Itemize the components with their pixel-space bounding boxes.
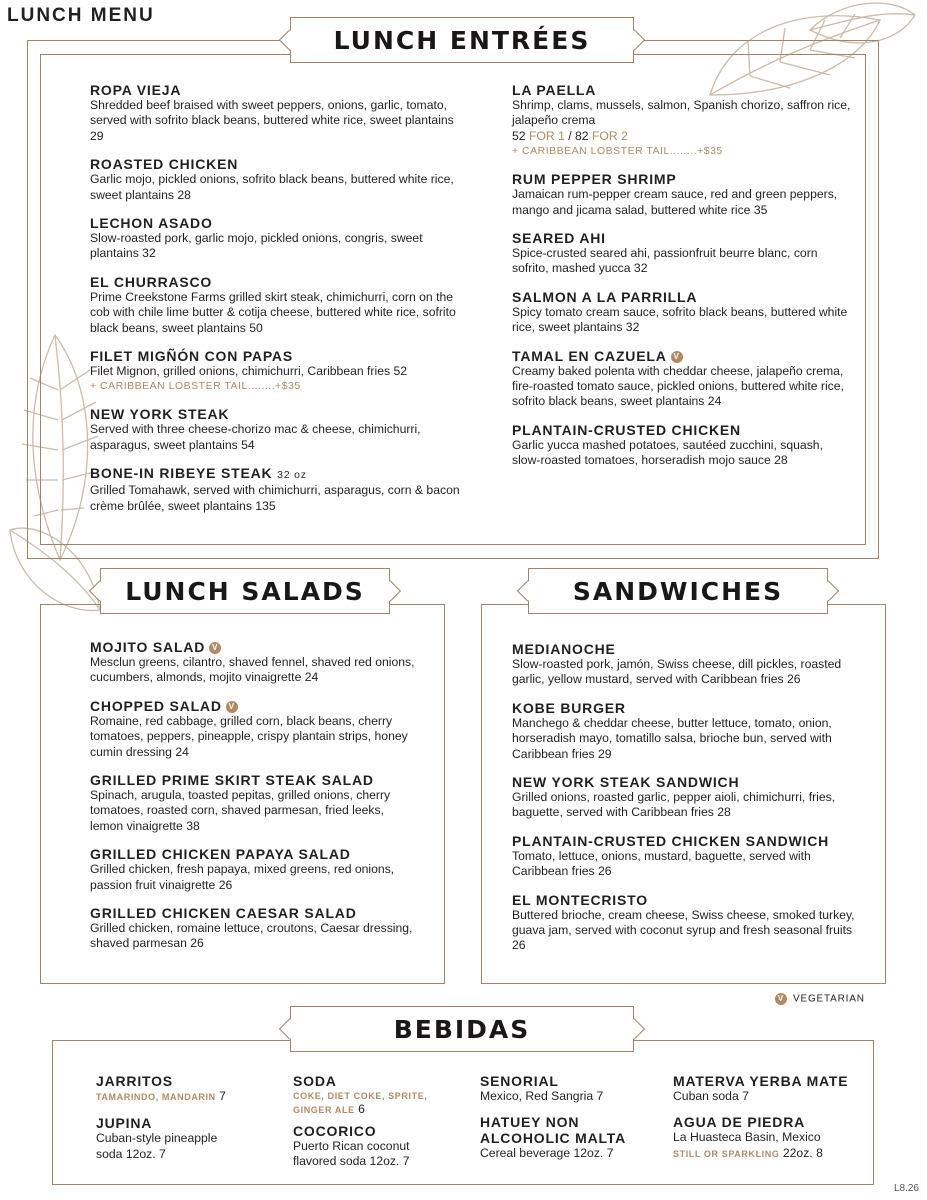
item-name: MATERVA YERBA MATE: [673, 1073, 849, 1089]
item-desc: Shredded beef braised with sweet peppers, onions, garlic, tomato, served with sofrito black beans, buttered white rice, sweet plantains 29: [90, 98, 454, 143]
item-opts-row: [293, 1089, 463, 1117]
price-label: FOR 1: [528, 128, 565, 143]
item-desc: Prime Creekstone Farms grilled skirt steak, chimichurri, corn on the cob with chile lime butter & cotija cheese, buttered white rice, sofrito black beans, sweet plantains 50: [90, 289, 456, 335]
price: 82: [575, 128, 589, 143]
item-desc: Cuban-style pineapple soda 12oz. 7: [96, 1131, 218, 1161]
drink-item: [673, 1114, 863, 1162]
menu-item: [512, 774, 862, 821]
vegetarian-legend: [775, 993, 865, 1005]
menu-item: [512, 641, 862, 688]
legend-label: VEGETARIAN: [793, 993, 865, 1005]
item-options: TAMARINDO, MANDARIN: [96, 1092, 216, 1102]
menu-item: [90, 639, 420, 686]
vegetarian-icon: V: [671, 351, 683, 363]
item-options: COKE, DIET COKE, SPRITE, GINGER ALE: [293, 1091, 428, 1115]
item-desc: Grilled chicken, romaine lettuce, croutons, Caesar dressing, shaved parmesan 26: [90, 921, 413, 951]
drink-item: [480, 1114, 655, 1161]
menu-item: [90, 905, 420, 952]
bebidas-title: BEBIDAS: [290, 1006, 634, 1052]
sandwiches-title: SANDWICHES: [528, 568, 828, 614]
page-title: LUNCH MENU: [7, 5, 155, 26]
item-name: COCORICO: [293, 1123, 377, 1139]
item-name: NEW YORK STEAK SANDWICH: [512, 774, 740, 791]
item-name: CHOPPED SALAD: [90, 697, 222, 714]
item-name: AGUA DE PIEDRA: [673, 1114, 806, 1131]
item-desc: Cereal beverage 12oz. 7: [480, 1146, 614, 1161]
item-name: KOBE BURGER: [512, 699, 626, 716]
drink-item: [96, 1073, 276, 1105]
item-desc: Grilled chicken, fresh papaya, mixed greens, red onions, passion fruit vinaigrette 26: [90, 862, 395, 892]
item-desc: Puerto Rican coconut flavored soda 12oz. 7: [293, 1139, 410, 1169]
price: 52: [512, 128, 526, 143]
item-desc: Slow-roasted pork, jamón, Swiss cheese, dill pickles, roasted garlic, yellow mustard, served with Caribbean fries 26: [512, 657, 842, 687]
item-name: TAMAL EN CAZUELA: [512, 347, 667, 364]
item-desc: Mexico, Red Sangria 7: [480, 1089, 604, 1103]
item-name: SALMON A LA PARRILLA: [512, 288, 698, 305]
item-desc: Garlic mojo, pickled onions, sofrito black beans, buttered white rice, sweet plantains 28: [90, 172, 454, 202]
item-name: EL CHURRASCO: [90, 273, 213, 290]
price-label: FOR 2: [591, 128, 628, 143]
item-name: NEW YORK STEAK: [90, 406, 230, 423]
item-name: ROPA VIEJA: [90, 82, 182, 98]
price: 6: [358, 1102, 365, 1116]
item-name: MEDIANOCHE: [512, 641, 616, 657]
item-name: FILET MIGÑÓN CON PAPAS: [90, 348, 293, 365]
item-desc: Tomato, lettuce, onions, mustard, baguette, served with Caribbean fries 26: [512, 848, 811, 879]
price-separator: /: [568, 128, 572, 143]
vegetarian-icon: V: [209, 642, 221, 654]
item-name: SODA: [293, 1073, 337, 1089]
item-desc: Grilled onions, roasted garlic, pepper aioli, chimichurri, fries, baguette, served with Caribbean fries 28: [512, 790, 836, 820]
item-name: SENORIAL: [480, 1073, 559, 1089]
menu-item: [90, 82, 460, 144]
item-name: JARRITOS: [96, 1073, 173, 1089]
drink-item: [293, 1123, 463, 1170]
item-name: HATUEY NON ALCOHOLIC MALTA: [480, 1114, 627, 1147]
vegetarian-icon: V: [775, 993, 787, 1005]
item-desc: Manchego & cheddar cheese, butter lettuce, tomato, onion, horseradish mayo, tomatillo salsa, brioche bun, served with Caribbean fries 29: [512, 715, 832, 761]
item-desc: Jamaican rum-pepper cream sauce, red and green peppers, mango and jicama salad, buttered white rice 35: [512, 187, 838, 217]
menu-item: [90, 274, 460, 336]
item-desc: Buttered brioche, cream cheese, Swiss cheese, smoked turkey, guava jam, served with coconut syrup and fresh seasonal fruits 26: [512, 907, 855, 953]
menu-item: [512, 833, 862, 880]
item-size: 32 oz: [277, 469, 307, 482]
item-name: PLANTAIN-CRUSTED CHICKEN: [512, 421, 741, 438]
item-price-row: [512, 129, 852, 144]
menu-item: [90, 772, 420, 834]
menu-item: [512, 348, 852, 410]
entrees-title: LUNCH ENTRÉES: [290, 17, 634, 63]
item-desc: Spinach, arugula, toasted pepitas, grilled onions, cherry tomatoes, roasted corn, shaved parmesan, fried leeks, lemon vinaigrette 38: [90, 788, 391, 833]
item-opts-row: [96, 1089, 276, 1105]
item-name: PLANTAIN-CRUSTED CHICKEN SANDWICH: [512, 832, 830, 849]
bebidas-column-2: [293, 1073, 463, 1182]
price: 7: [219, 1089, 226, 1103]
item-addon: + CARIBBEAN LOBSTER TAIL........+$35: [90, 380, 301, 393]
drink-item: [96, 1115, 276, 1162]
salads-column: [90, 639, 420, 964]
item-addon: + CARIBBEAN LOBSTER TAIL........+$35: [512, 145, 723, 158]
item-desc: Spicy tomato cream sauce, sofrito black beans, buttered white rice, sweet plantains 32: [512, 304, 848, 335]
item-desc: Spice-crusted seared ahi, passionfruit beurre blanc, corn sofrito, mashed yucca 32: [512, 246, 818, 276]
bebidas-column-4: [673, 1073, 863, 1174]
item-name: LA PAELLA: [512, 82, 597, 98]
menu-item: [90, 406, 460, 453]
item-name-row: [90, 465, 460, 483]
price: 22oz. 8: [782, 1145, 823, 1160]
item-name-row: [512, 348, 852, 364]
salads-title: LUNCH SALADS: [100, 568, 390, 614]
item-opts-row: [673, 1146, 863, 1162]
menu-item: [90, 348, 460, 394]
menu-item: [512, 82, 852, 159]
item-desc: Cuban soda 7: [673, 1089, 749, 1103]
version-code: L8.26: [893, 1183, 919, 1194]
entrees-right-column: [512, 82, 852, 481]
menu-item: [512, 289, 852, 336]
bebidas-column-1: [96, 1073, 276, 1174]
item-desc: La Huasteca Basin, Mexico: [673, 1130, 821, 1145]
item-name: LECHON ASADO: [90, 215, 213, 232]
item-name: SEARED AHI: [512, 230, 606, 247]
menu-item: [512, 700, 862, 762]
item-desc: Filet Mignon, grilled onions, chimichurri, Caribbean fries 52: [90, 364, 408, 379]
item-desc: Creamy baked polenta with cheddar cheese, jalapeño crema, fire-roasted tomato sauce, pickled onions, buttered white rice, sofrito black beans, sweet plantains 24: [512, 363, 844, 409]
item-desc: Shrimp, clams, mussels, salmon, Spanish chorizo, saffron rice, jalapeño crema: [512, 98, 851, 128]
drink-item: [293, 1073, 463, 1117]
item-name: GRILLED PRIME SKIRT STEAK SALAD: [90, 772, 374, 789]
item-name-row: [90, 698, 420, 714]
vegetarian-icon: V: [226, 701, 238, 713]
item-name: RUM PEPPER SHRIMP: [512, 171, 677, 188]
menu-item: [90, 215, 460, 262]
item-name: BONE-IN RIBEYE STEAK: [90, 465, 273, 482]
menu-item: [512, 230, 852, 277]
drink-item: [480, 1073, 655, 1104]
item-name: ROASTED CHICKEN: [90, 156, 239, 173]
item-desc: Mesclun greens, cilantro, shaved fennel, shaved red onions, cucumbers, almonds, mojito vinaigrette 24: [90, 655, 415, 685]
item-options: STILL OR SPARKLING: [673, 1148, 780, 1159]
menu-item: [512, 422, 852, 469]
menu-item: [512, 892, 862, 954]
menu-item: [90, 698, 420, 760]
item-name: GRILLED CHICKEN PAPAYA SALAD: [90, 846, 351, 863]
item-name: EL MONTECRISTO: [512, 891, 648, 908]
sandwiches-column: [512, 641, 862, 966]
drink-item: [673, 1073, 863, 1104]
item-name: GRILLED CHICKEN CAESAR SALAD: [90, 905, 357, 922]
bebidas-column-3: [480, 1073, 655, 1174]
item-name: JUPINA: [96, 1115, 153, 1132]
item-name: MOJITO SALAD: [90, 639, 206, 655]
menu-item: [512, 171, 852, 218]
item-desc: Served with three cheese-chorizo mac & cheese, chimichurri, asparagus, sweet plantains 54: [90, 422, 421, 452]
item-desc: Slow-roasted pork, garlic mojo, pickled onions, congris, sweet plantains 32: [90, 231, 423, 261]
item-desc: Grilled Tomahawk, served with chimichurri, asparagus, corn & bacon crème brûlée, sweet plantains 135: [90, 483, 460, 513]
entrees-left-column: [90, 82, 460, 526]
menu-item: [90, 846, 420, 893]
menu-item: [90, 465, 460, 514]
menu-item: [90, 156, 460, 203]
item-name-row: [90, 639, 420, 655]
item-desc: Garlic yucca mashed potatoes, sautéed zucchini, squash, slow-roasted tomatoes, horseradish mojo sauce 28: [512, 437, 823, 468]
item-desc: Romaine, red cabbage, grilled corn, black beans, cherry tomatoes, peppers, pineapple, crispy plantain strips, honey cumin dressing 24: [90, 713, 408, 759]
